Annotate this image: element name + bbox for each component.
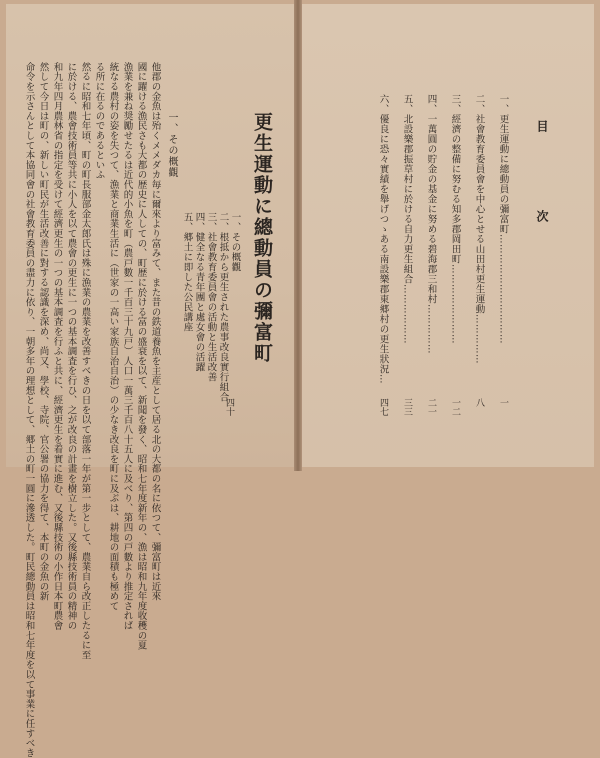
toc-page-4: 二一 <box>426 398 436 416</box>
toc-page-5: 三三 <box>402 398 412 416</box>
right-page <box>300 4 594 467</box>
page-number: 四十 <box>224 398 234 416</box>
toc-item-1[interactable]: 一、更生運動に總動員の彌富町…………………………… <box>497 94 509 344</box>
body-line-2: 國に躍ける漁民さも大都の歴史に人しての、町歴に於ける富の盛衰を以て、新聞を發く、昭和七年度新年の、漁は昭和九年度收穫の夏 <box>135 62 147 650</box>
toc-page-6: 四七 <box>378 398 388 416</box>
outline-item-1: 一、その概觀 <box>229 212 241 272</box>
outline-item-3: 三、社會教育委員會の活動と生活改善 <box>205 212 217 382</box>
toc-heading: 目 次 <box>535 120 549 240</box>
body-line-6: 然るに昭和七年頃、町の町長服部金太郎氏は殊に漁業の農業を改善すべきの日を以て部落一年が第一步として、農業自ら改正したるに至 <box>79 62 91 660</box>
body-line-8: 和九年四月農林省の指定を受けて經濟更生の一つの基本調査を行ふと共に、經濟更生を着實に進む、又後縣技術の小作日本町農會 <box>51 62 63 631</box>
toc-page-1: 一 <box>498 398 508 407</box>
article-title: 更生運動に總動員の彌富町 <box>251 112 273 364</box>
toc-item-6[interactable]: 六、優良に恐々實績を舉げつゝある南設樂郡東郷村の更生狀況… <box>377 94 389 384</box>
toc-item-2[interactable]: 二、社會教育委員會を中心とせる山田村更生運動…………… <box>473 94 485 364</box>
body-line-4: 統なる農村の姿を失つて、漁業と商業生活に（世家の一高い家族自治自治）の少なき改良を町に及ぶは、耕地の面積も極めて <box>107 62 119 611</box>
body-line-9: 然して今日は町の、新しい町民が生活改善に對する認識を深め、尚又、學校、寺院、官公署の協力を得て、本町の金魚の新 <box>37 62 49 601</box>
body-line-3: 漁業を兼ね奨勵せたるは近代的小魚を町（農戸數一千百三十九戸）人口一萬三千百八十五人に及べり、第四の戸數より推定されば <box>121 62 133 631</box>
body-line-7: に於ける、農會技術員等共に小人を以て農會の更生に一つの基本調査を行ひ、之が改良の計畫を樹立した。又後縣技術員の精神の <box>65 62 77 631</box>
toc-item-4[interactable]: 四、一萬圓の貯金の基金に努める碧海郡三和村…………… <box>425 94 437 354</box>
outline-item-4: 四、健全なる青年團と處女會の活躍 <box>193 212 205 372</box>
outline-item-5: 五、郷土に即した公民講座 <box>181 212 193 332</box>
toc-item-3[interactable]: 三、經濟の整備に努むる知多郡岡田町…………………… <box>449 94 461 344</box>
toc-page-3: 一二 <box>450 398 460 416</box>
outline-item-2: 二、根抵から更生された農事改良實行組合 <box>217 212 229 402</box>
body-line-5: る所に在るのであるといふ <box>93 62 105 180</box>
book-spine <box>294 0 302 471</box>
section-heading: 一、その概觀 <box>166 112 177 178</box>
body-line-1: 他郡の金魚は殆くメメダカ毎に爾來より富みて、また昔の鉄道養魚を主産として居る北の大都の名に依つて、彌富町は近來 <box>149 62 161 601</box>
toc-item-5[interactable]: 五、北設樂郡振草村に於ける自力更生組合……………… <box>401 94 413 344</box>
toc-page-2: 八 <box>474 398 484 407</box>
body-line-10: 命令を示さんとして本協同會の社會教育委員の盡力に依り、一朝多年の理想として、郷土の町一圓に滲透した。町民總動員は昭和七年度を以て事業に任すべき <box>23 62 35 758</box>
